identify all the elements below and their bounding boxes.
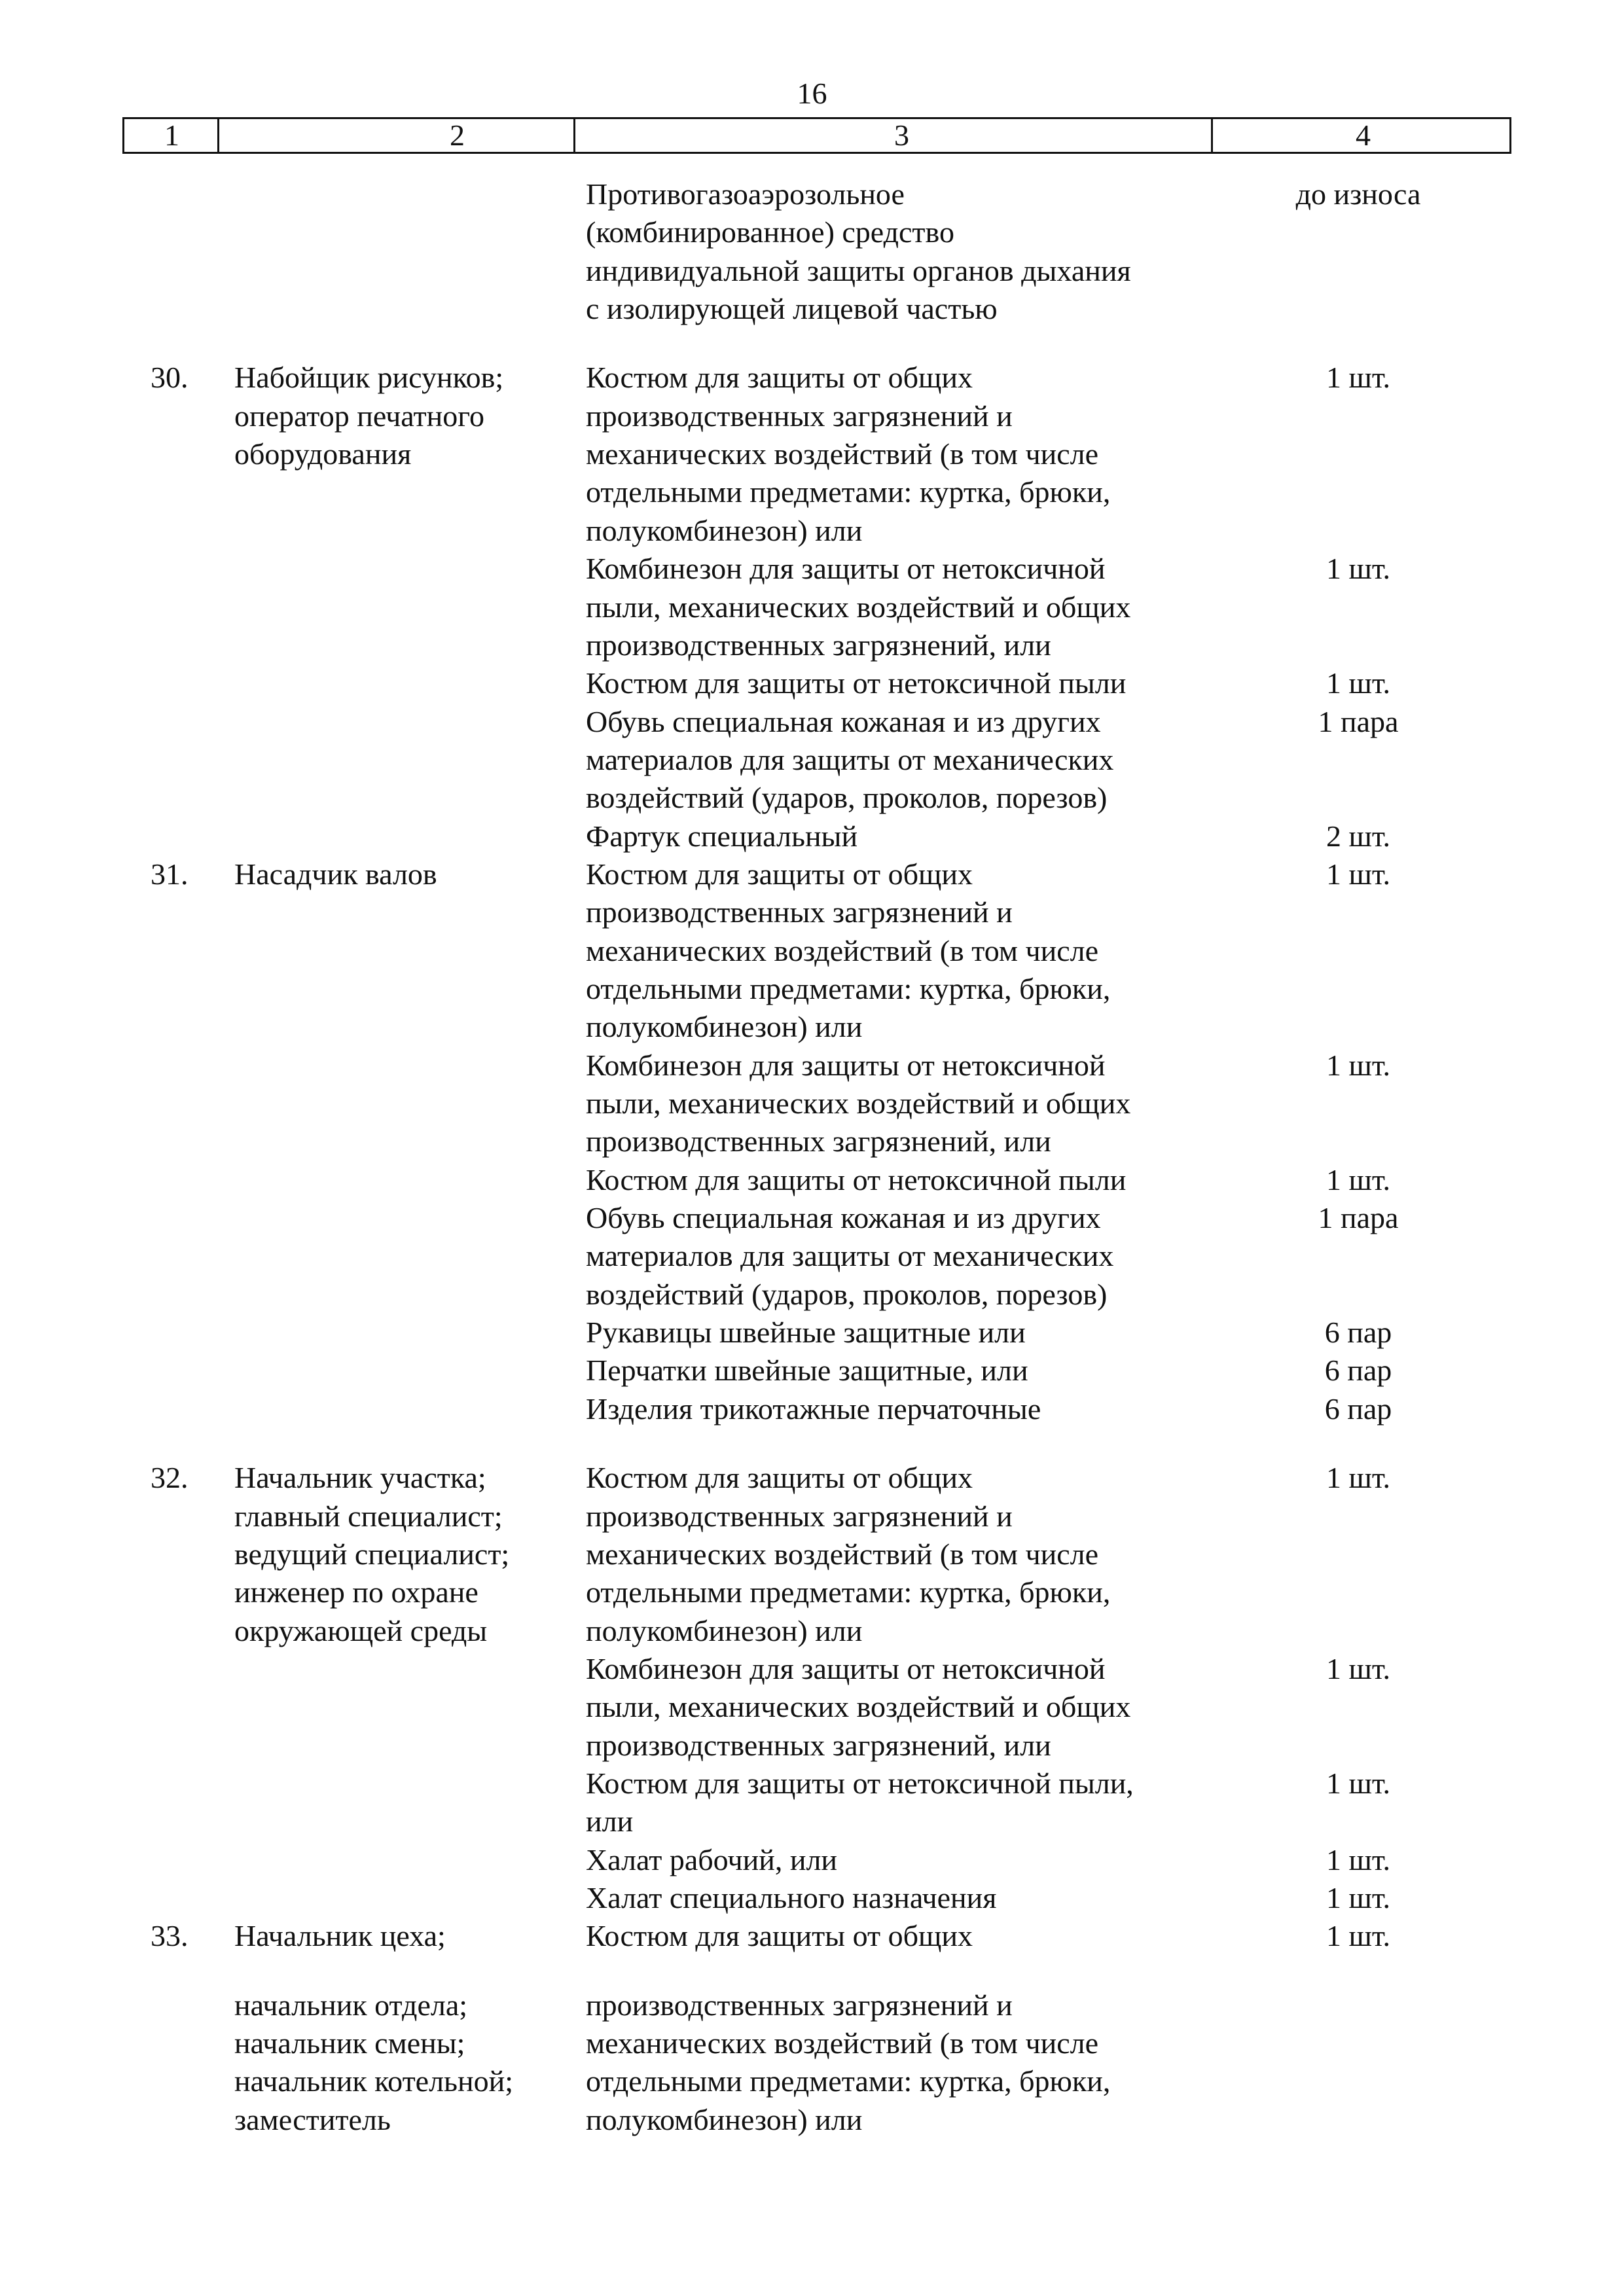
- ppe-item: Фартук специальный: [586, 819, 858, 853]
- table-line: [0, 2024, 1624, 2062]
- profession-name: Начальник участка;: [234, 1461, 486, 1494]
- ppe-item: с изолирующей лицевой частью: [586, 292, 998, 325]
- ppe-item: Костюм для защиты от общих: [586, 1919, 973, 1952]
- table-line: [0, 855, 1624, 893]
- table-line: [0, 1573, 1624, 1611]
- ppe-item: полукомбинезон) или: [586, 1614, 863, 1647]
- table-line: [0, 1459, 1624, 1497]
- ppe-item: производственных загрязнений и: [586, 895, 1013, 929]
- table-line: [0, 550, 1624, 588]
- ppe-item: производственных загрязнений и: [586, 1499, 1013, 1533]
- table-line: [0, 1803, 1624, 1840]
- ppe-item: Костюм для защиты от нетоксичной пыли: [586, 1163, 1127, 1196]
- profession-name: оборудования: [234, 437, 412, 471]
- table-line: [0, 435, 1624, 473]
- table-line: [0, 1986, 1624, 2024]
- ppe-quantity: 1 пара: [1318, 1201, 1399, 1234]
- table-line: [0, 1650, 1624, 1688]
- ppe-item: Халат специального назначения: [586, 1881, 997, 1914]
- row-number: 33.: [151, 1919, 189, 1952]
- profession-name: начальник котельной;: [234, 2064, 514, 2098]
- row-number: 31.: [151, 857, 189, 891]
- ppe-item: производственных загрязнений, или: [586, 1124, 1051, 1158]
- ppe-item: Комбинезон для защиты от нетоксичной: [586, 552, 1106, 585]
- profession-name: начальник отдела;: [234, 1988, 468, 2022]
- ppe-quantity: 1 шт.: [1326, 1919, 1391, 1952]
- ppe-item: механических воздействий (в том числе: [586, 1537, 1099, 1571]
- ppe-item: пыли, механических воздействий и общих: [586, 590, 1131, 624]
- profession-name: Начальник цеха;: [234, 1919, 446, 1952]
- ppe-quantity: 1 шт.: [1326, 666, 1391, 700]
- ppe-item: Костюм для защиты от общих: [586, 857, 973, 891]
- profession-name: оператор печатного: [234, 399, 484, 433]
- table-line: [0, 1122, 1624, 1160]
- ppe-item: (комбинированное) средство: [586, 215, 954, 249]
- ppe-item: Обувь специальная кожаная и из других: [586, 1201, 1101, 1234]
- table-line: [0, 1841, 1624, 1879]
- table-line: [0, 741, 1624, 779]
- ppe-item: Обувь специальная кожаная и из других: [586, 705, 1101, 738]
- ppe-quantity: 1 шт.: [1326, 1461, 1391, 1494]
- table-line: [0, 175, 1624, 213]
- ppe-item: Костюм для защиты от общих: [586, 1461, 973, 1494]
- table-line: [0, 2101, 1624, 2139]
- ppe-item: пыли, механических воздействий и общих: [586, 1690, 1131, 1723]
- ppe-item: материалов для защиты от механических: [586, 743, 1114, 776]
- ppe-quantity: до износа: [1295, 177, 1421, 211]
- table-line: [0, 252, 1624, 290]
- ppe-quantity: 1 шт.: [1326, 1652, 1391, 1685]
- ppe-item: материалов для защиты от механических: [586, 1239, 1114, 1272]
- table-line: [0, 1688, 1624, 1726]
- ppe-item: производственных загрязнений, или: [586, 1729, 1051, 1762]
- table-line: [0, 893, 1624, 931]
- table-line: [0, 473, 1624, 511]
- ppe-item: производственных загрязнений и: [586, 399, 1013, 433]
- profession-name: инженер по охране: [234, 1575, 478, 1609]
- ppe-item: отдельными предметами: куртка, брюки,: [586, 475, 1111, 509]
- header-col-2: 2: [450, 118, 465, 152]
- profession-name: окружающей среды: [234, 1614, 488, 1647]
- profession-name: заместитель: [234, 2103, 391, 2136]
- profession-name: начальник смены;: [234, 2026, 465, 2060]
- ppe-item: полукомбинезон) или: [586, 514, 863, 547]
- table-line: [0, 2062, 1624, 2100]
- ppe-item: пыли, механических воздействий и общих: [586, 1086, 1131, 1120]
- table-line: [0, 1352, 1624, 1390]
- table-header: [122, 117, 1511, 154]
- table-line: [0, 1612, 1624, 1650]
- ppe-item: Костюм для защиты от общих: [586, 361, 973, 394]
- ppe-quantity: 1 шт.: [1326, 1843, 1391, 1876]
- table-line: [0, 1879, 1624, 1917]
- header-col-4: 4: [1356, 118, 1371, 152]
- ppe-quantity: 1 шт.: [1326, 1049, 1391, 1082]
- ppe-item: Костюм для защиты от нетоксичной пыли,: [586, 1767, 1134, 1800]
- ppe-item: Комбинезон для защиты от нетоксичной: [586, 1652, 1106, 1685]
- ppe-item: отдельными предметами: куртка, брюки,: [586, 2064, 1111, 2098]
- table-line: [0, 970, 1624, 1008]
- ppe-item: Перчатки швейные защитные, или: [586, 1354, 1028, 1387]
- table-line: [0, 1390, 1624, 1428]
- row-number: 32.: [151, 1461, 189, 1494]
- ppe-item: Халат рабочий, или: [586, 1843, 838, 1876]
- table-line: [0, 1314, 1624, 1352]
- ppe-item: отдельными предметами: куртка, брюки,: [586, 1575, 1111, 1609]
- profession-name: главный специалист;: [234, 1499, 503, 1533]
- ppe-item: Костюм для защиты от нетоксичной пыли: [586, 666, 1127, 700]
- ppe-quantity: 1 шт.: [1326, 361, 1391, 394]
- page-number: 16: [797, 77, 827, 110]
- profession-name: ведущий специалист;: [234, 1537, 510, 1571]
- table-line: [0, 1535, 1624, 1573]
- table-line: [0, 1199, 1624, 1237]
- header-col-3: 3: [894, 118, 909, 152]
- header-col-1: 1: [164, 118, 179, 152]
- table-line: [0, 1765, 1624, 1803]
- table-line: [0, 1008, 1624, 1046]
- ppe-item: индивидуальной защиты органов дыхания: [586, 254, 1131, 287]
- table-line: [0, 932, 1624, 970]
- table-line: [0, 1917, 1624, 1955]
- ppe-item: воздействий (ударов, проколов, порезов): [586, 1278, 1108, 1311]
- profession-name: Насадчик валов: [234, 857, 437, 891]
- ppe-item: механических воздействий (в том числе: [586, 934, 1099, 967]
- ppe-item: Комбинезон для защиты от нетоксичной: [586, 1049, 1106, 1082]
- ppe-item: полукомбинезон) или: [586, 2103, 863, 2136]
- ppe-quantity: 6 пар: [1324, 1392, 1392, 1426]
- table-line: [0, 1727, 1624, 1765]
- ppe-item: воздействий (ударов, проколов, порезов): [586, 781, 1108, 814]
- table-line: [0, 213, 1624, 251]
- ppe-quantity: 6 пар: [1324, 1316, 1392, 1349]
- ppe-item: механических воздействий (в том числе: [586, 2026, 1099, 2060]
- table-line: [0, 817, 1624, 855]
- table-line: [0, 779, 1624, 817]
- row-number: 30.: [151, 361, 189, 394]
- table-line: [0, 1237, 1624, 1275]
- ppe-item: или: [586, 1804, 634, 1838]
- table-line: [0, 1276, 1624, 1314]
- table-line: [0, 1047, 1624, 1085]
- ppe-item: полукомбинезон) или: [586, 1010, 863, 1043]
- table-line: [0, 290, 1624, 328]
- ppe-quantity: 1 шт.: [1326, 1881, 1391, 1914]
- table-line: [0, 664, 1624, 702]
- profession-name: Набойщик рисунков;: [234, 361, 504, 394]
- ppe-quantity: 1 шт.: [1326, 1163, 1391, 1196]
- table-line: [0, 1498, 1624, 1535]
- ppe-quantity: 6 пар: [1324, 1354, 1392, 1387]
- ppe-item: производственных загрязнений и: [586, 1988, 1013, 2022]
- ppe-item: механических воздействий (в том числе: [586, 437, 1099, 471]
- table-line: [0, 588, 1624, 626]
- ppe-item: отдельными предметами: куртка, брюки,: [586, 972, 1111, 1005]
- table-line: [0, 1085, 1624, 1122]
- ppe-item: Рукавицы швейные защитные или: [586, 1316, 1026, 1349]
- ppe-quantity: 1 шт.: [1326, 857, 1391, 891]
- table-line: [0, 626, 1624, 664]
- ppe-item: Противогазоаэрозольное: [586, 177, 905, 211]
- ppe-item: производственных загрязнений, или: [586, 628, 1051, 662]
- ppe-quantity: 1 шт.: [1326, 552, 1391, 585]
- table-line: [0, 703, 1624, 741]
- ppe-quantity: 2 шт.: [1326, 819, 1391, 853]
- ppe-quantity: 1 шт.: [1326, 1767, 1391, 1800]
- table-line: [0, 1161, 1624, 1199]
- ppe-item: Изделия трикотажные перчаточные: [586, 1392, 1041, 1426]
- ppe-quantity: 1 пара: [1318, 705, 1399, 738]
- table-line: [0, 512, 1624, 550]
- table-line: [0, 397, 1624, 435]
- table-line: [0, 359, 1624, 397]
